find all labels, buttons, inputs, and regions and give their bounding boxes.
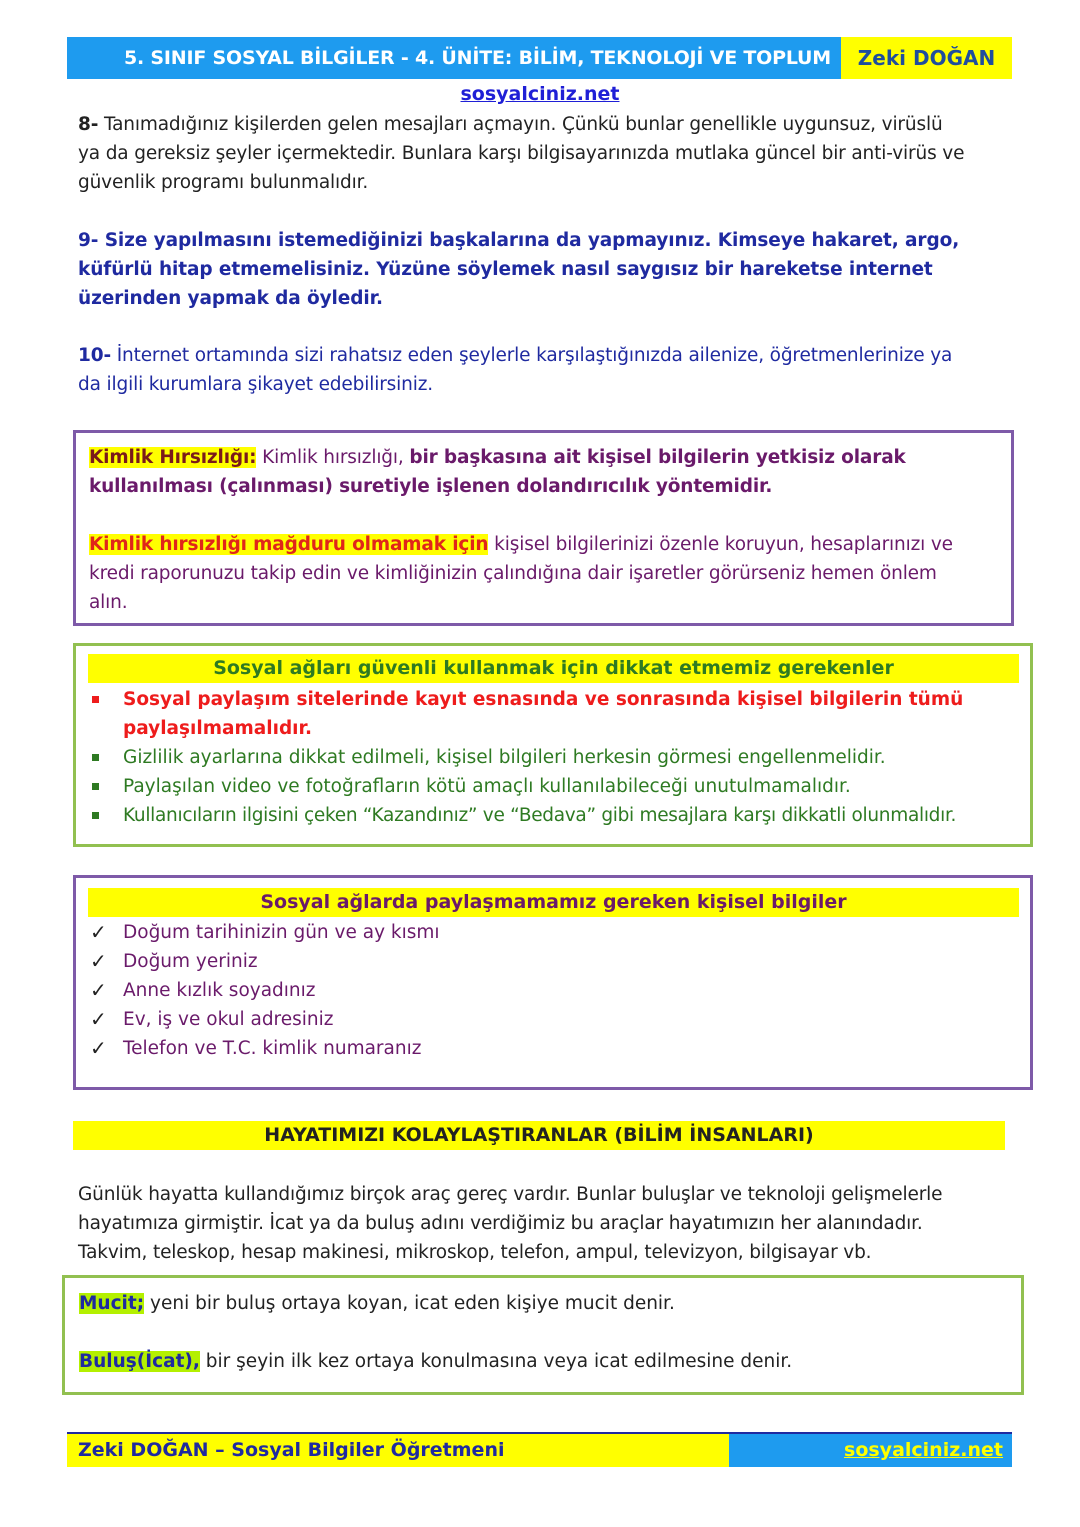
checkmark-icon: ✓ bbox=[90, 978, 107, 1002]
item-8-line3: güvenlik programı bulunmalıdır. bbox=[78, 172, 369, 193]
item-10-line2: da ilgili kurumlara şikayet edebilirsiniz. bbox=[78, 374, 433, 395]
item-8-number: 8- bbox=[78, 114, 99, 135]
identity-theft-bold-line2: kullanılması (çalınması) suretiyle işlenen dolandırıcılık yöntemidir. bbox=[89, 476, 773, 497]
social-safety-first-line1: Sosyal paylaşım sitelerinde kayıt esnasında ve sonrasında kişisel bilgilerin tümü bbox=[123, 689, 964, 710]
identity-theft-definition bbox=[89, 443, 1004, 617]
section-line3: Takvim, teleskop, hesap makinesi, mikroskop, telefon, ampul, televizyon, bilgisayar vb. bbox=[78, 1242, 872, 1263]
personal-info-item-text: Doğum tarihinizin gün ve ay kısmı bbox=[123, 922, 440, 943]
identity-theft-box bbox=[73, 430, 1014, 626]
identity-theft-tip-line1: kişisel bilgilerinizi özenle koruyun, hesaplarınızı ve bbox=[488, 534, 953, 555]
list-item bbox=[88, 1005, 1023, 1034]
item-10-line1: İnternet ortamında sizi rahatsız eden şeylerle karşılaştığınızda ailenize, öğretmenlerinize ya bbox=[116, 345, 953, 366]
identity-theft-intro: Kimlik hırsızlığı, bbox=[256, 447, 410, 468]
social-safety-title: Sosyal ağları güvenli kullanmak için dikkat etmemiz gerekenler bbox=[88, 654, 1019, 683]
section-line2: hayatımıza girmiştir. İcat ya da buluş adını verdiğimiz bu araçlar hayatımızın her alanındadır. bbox=[78, 1213, 923, 1234]
square-bullet-icon bbox=[92, 754, 99, 761]
checkmark-icon: ✓ bbox=[90, 920, 107, 944]
mucit-term: Mucit; bbox=[79, 1293, 145, 1314]
site-link[interactable]: sosyalciniz.net bbox=[460, 83, 620, 105]
item-8-line1: Tanımadığınız kişilerden gelen mesajları açmayın. Çünkü bunlar genellikle uygunsuz, virüslü bbox=[104, 114, 943, 135]
personal-info-list bbox=[88, 918, 1023, 1063]
social-safety-item-text: Kullanıcıların ilgisini çeken “Kazandınız” ve “Bedava” gibi mesajlara karşı dikkatli olunmalıdır. bbox=[123, 805, 957, 826]
social-safety-box bbox=[73, 643, 1033, 847]
list-item bbox=[88, 801, 1023, 830]
item-10-number: 10- bbox=[78, 345, 111, 366]
item-10 bbox=[78, 341, 1008, 399]
identity-theft-tip-line2: kredi raporunuzu takip edin ve kimliğinizin çalındığına dair işaretler görürseniz hemen önlem bbox=[89, 563, 937, 584]
checkmark-icon: ✓ bbox=[90, 949, 107, 973]
page-title: 5. SINIF SOSYAL BİLGİLER - 4. ÜNİTE: BİLİM, TEKNOLOJİ VE TOPLUM bbox=[123, 47, 831, 69]
identity-theft-tip-line3: alın. bbox=[89, 592, 128, 613]
definitions-content bbox=[79, 1289, 1009, 1376]
section-line1: Günlük hayatta kullandığımız birçok araç gereç vardır. Bunlar buluşlar ve teknoloji gelişmelerle bbox=[78, 1184, 943, 1205]
social-safety-first-line2: paylaşılmamalıdır. bbox=[123, 718, 313, 739]
personal-info-item-text: Anne kızlık soyadınız bbox=[123, 980, 316, 1001]
section-paragraph bbox=[78, 1180, 1008, 1267]
item-9-line1: 9- Size yapılmasını istemediğinizi başkalarına da yapmayınız. Kimseye hakaret, argo, bbox=[78, 230, 960, 251]
checkmark-icon: ✓ bbox=[90, 1036, 107, 1060]
personal-info-item-text: Ev, iş ve okul adresiniz bbox=[123, 1009, 334, 1030]
item-9 bbox=[78, 226, 1008, 313]
item-8 bbox=[78, 110, 1008, 197]
list-item bbox=[88, 976, 1023, 1005]
bulus-definition: bir şeyin ilk kez ortaya konulmasına veya icat edilmesine denir. bbox=[199, 1351, 793, 1372]
list-item bbox=[88, 772, 1023, 801]
header-author: Zeki DOĞAN bbox=[857, 46, 996, 70]
list-item bbox=[88, 918, 1023, 947]
social-safety-item-text: Gizlilik ayarlarına dikkat edilmeli, kişisel bilgileri herkesin görmesi engellenmelidir. bbox=[123, 747, 886, 768]
item-9-line2: küfürlü hitap etmemelisiniz. Yüzüne söylemek nasıl saygısız bir hareketse internet bbox=[78, 259, 933, 280]
section-title: HAYATIMIZI KOLAYLAŞTIRANLAR (BİLİM İNSANLARI) bbox=[73, 1121, 1005, 1150]
square-bullet-icon bbox=[92, 783, 99, 790]
identity-theft-term: Kimlik Hırsızlığı: bbox=[89, 447, 257, 468]
checkmark-icon: ✓ bbox=[90, 1007, 107, 1031]
list-item bbox=[88, 947, 1023, 976]
list-item bbox=[88, 685, 1023, 743]
item-9-line3: üzerinden yapmak da öyledir. bbox=[78, 288, 383, 309]
footer-site-link[interactable]: sosyalciniz.net bbox=[844, 1439, 1003, 1461]
identity-theft-bold-line1: bir başkasına ait kişisel bilgilerin yetkisiz olarak bbox=[409, 447, 906, 468]
bulus-term: Buluş(İcat), bbox=[79, 1351, 200, 1372]
item-8-line2: ya da gereksiz şeyler içermektedir. Bunlara karşı bilgisayarınızda mutlaka güncel bir anti-virüs ve bbox=[78, 143, 965, 164]
square-bullet-icon bbox=[92, 812, 99, 819]
footer-author: Zeki DOĞAN – Sosyal Bilgiler Öğretmeni bbox=[78, 1439, 505, 1461]
personal-info-item-text: Telefon ve T.C. kimlik numaranız bbox=[123, 1038, 422, 1059]
personal-info-item-text: Doğum yeriniz bbox=[123, 951, 258, 972]
personal-info-box bbox=[73, 875, 1033, 1090]
social-safety-list bbox=[88, 685, 1023, 830]
definitions-box bbox=[62, 1275, 1024, 1395]
identity-theft-tip-label: Kimlik hırsızlığı mağduru olmamak için bbox=[89, 534, 489, 555]
mucit-definition: yeni bir buluş ortaya koyan, icat eden kişiye mucit denir. bbox=[144, 1293, 675, 1314]
square-bullet-icon bbox=[92, 696, 99, 703]
list-item bbox=[88, 1034, 1023, 1063]
list-item bbox=[88, 743, 1023, 772]
personal-info-title: Sosyal ağlarda paylaşmamamız gereken kişisel bilgiler bbox=[88, 888, 1019, 917]
social-safety-item-text: Paylaşılan video ve fotoğrafların kötü amaçlı kullanılabileceği unutulmamalıdır. bbox=[123, 776, 851, 797]
